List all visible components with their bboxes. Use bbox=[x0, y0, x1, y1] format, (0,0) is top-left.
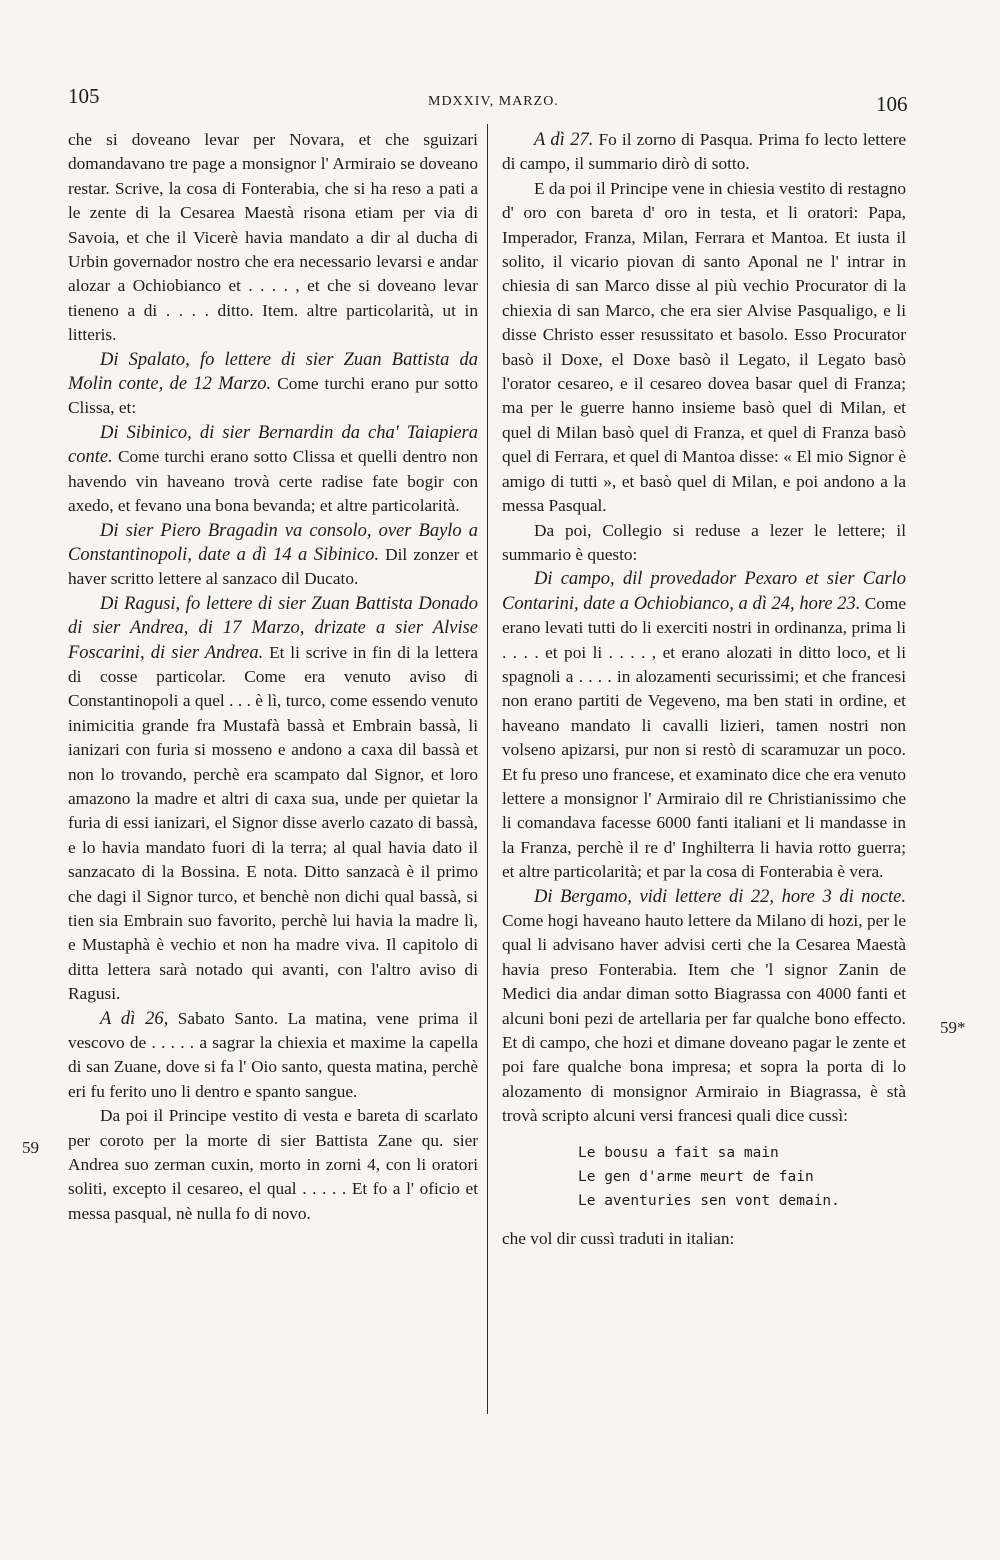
margin-note-left: 59 bbox=[22, 1138, 39, 1157]
paragraph: Da poi, Collegio si reduse a lezer le lettere; il summario è questo: bbox=[502, 520, 906, 564]
rubric: Di Sibinico, di sier Bernardin da cha' Taiapiera conte. bbox=[68, 422, 478, 468]
paragraph bbox=[502, 567, 906, 884]
rubric: Di Spalato, fo lettere di sier Zuan Battista da Molin conte, de 12 Marzo. bbox=[68, 349, 478, 395]
rubric: Di Bergamo, vidi lettere di 22, hore 3 di nocte. bbox=[534, 886, 906, 907]
paragraph bbox=[68, 421, 478, 519]
page-number-left: 105 bbox=[68, 84, 100, 108]
margin-note-right: 59* bbox=[940, 1018, 966, 1037]
rubric: Di Ragusi, fo lettere di sier Zuan Battista Donado di sier Andrea, di 17 Marzo, drizate a sier Alvise Foscarini, di sier Andrea. bbox=[68, 593, 478, 663]
paragraph-text: Dil zonzer et haver scritto lettere al sanzaco dil Ducato. bbox=[68, 544, 478, 589]
paragraph-text: Come turchi erano pur sotto Clissa, et: bbox=[68, 374, 478, 418]
paragraph bbox=[502, 128, 906, 177]
paragraph-text: Come hogi haveano hauto lettere da Milano di hozi, per le qual li advisano haver advisi certi che la Cesarea Maestà havia preso Fonterabia. Item che 'l signor Zanin de Medici dia andar diman sotto Biagrassa con 4000 fanti et alcuni boni pezi de artellaria per far qualche bono effecto. Et di campo, che hozi et dimane doveano pagar le zente et poi fare qualche bona impresa; et sopra la porta di lo alozamento di monsignor Armiraio in Biagrassa, è stà trovà scripto alcuni versi francesi quali dice cussì: bbox=[502, 911, 906, 1126]
rubric: A dì 26, bbox=[100, 1008, 169, 1029]
verse-line: Le gen d'arme meurt de fain bbox=[578, 1168, 814, 1185]
paragraph: che si doveano levar per Novara, et che sguizari domandavano tre page a monsignor l' Armiraio se doveano restar. Scrive, la cosa di Fonterabia, che si ha reso a pati a le zente di la Cesarea Maestà risona etiam per via di Savoia, et che il Vicerè havia mandato a dir al ducha di Urbin governador nostro che era necessario levarsi e andar alozar a Ochiobianco et . . . . , et che si doveano levar tieneno a di . . . . ditto. Item. altre particolarità, ut in litteris. bbox=[68, 130, 478, 345]
column-divider bbox=[487, 124, 488, 1414]
rubric: A dì 27. bbox=[534, 130, 594, 150]
paragraph-text: Sabato Santo. La matina, vene prima il vescovo de . . . . . a sagrar la chiexia et maxime la capella di san Zuane, dove si fa l' Oio santo, questa matina, perchè eri fu ferito uno li dentro e spanto sangue. bbox=[68, 1008, 478, 1101]
paragraph-text: Fo il zorno di Pasqua. Prima fo lecto lettere di campo, il summario dirò di sotto. bbox=[502, 130, 906, 174]
paragraph bbox=[68, 348, 478, 421]
paragraph-text: Come turchi erano sotto Clissa et quelli dentro non havendo vin haveano trovà certe radise fate bogir con axedo, et fevano una bona bevanda; et altre particolarità. bbox=[68, 447, 478, 516]
paragraph bbox=[502, 885, 906, 1129]
left-column bbox=[68, 128, 478, 1226]
paragraph bbox=[68, 592, 478, 1007]
rubric: Di sier Piero Bragadin va consolo, over Baylo a Constantinopoli, date a dì 14 a Sibinico. bbox=[68, 520, 478, 565]
right-column bbox=[502, 128, 906, 1251]
paragraph: E da poi il Principe vene in chiesia vestito di restagno d' oro con bareta d' oro in testa, et li oratori: Papa, Imperador, Franza, Milan, Ferrara et Mantoa. Et iusta il solito, il vicario piovan di santo Aponal ne l' intrar in chiesia di san Marco disse al più vechio Procurator di la chiexia di san Marco, che era sier Alvise Pasqualigo, e li disse Christo esser resussitato et basolo. Esso Procurator basò il Doxe, el Doxe basò il Legato, il Legato basò l'orator cesareo, e il cesareo dovea basar quel di Franza; ma per le guerre hanno insieme basò quel di Milan, et quel di Milan basò quel di Franza, et quel di Franza basò quel di Ferrara, et quel di Mantoa disse: « El mio Signor è amigo di tutti », et basò quel di Milan, e poi andono a la messa Pasqual. bbox=[502, 178, 906, 516]
paragraph: che vol dir cussì traduti in italian: bbox=[502, 1228, 735, 1248]
rubric: Di campo, dil provedador Pexaro et sier Carlo Contarini, date a Ochiobianco, a dì 24, hore 23. bbox=[502, 569, 906, 614]
paragraph-text: Come erano levati tutti do li exerciti nostri in ordinanza, prima li . . . . et poi li . . . . , et erano alozati in ditto loco, et li spagnoli a . . . . in alozamenti securissimi; et che francesi non erano partiti de Vegeveno, ma ben stati in ordine, et haveano mandato li cavalli lizieri, tamen nostri non volseno apizarsi, pur non si restò di scaramuzar un poco. Et fu preso uno francese, et examinato dice che era venuto lettere a monsignor l' Armiraio dil re Christianissimo che li comandava facesse 6000 fanti italiani et li mandasse in la Franza, perchè il re d' Inghilterra li havia rotto guerra; et altre particolarità; et par la cosa di Fonterabia è vera. bbox=[502, 593, 906, 882]
french-verse bbox=[578, 1141, 906, 1213]
paragraph: Da poi il Principe vestito di vesta e bareta di scarlato per coroto per la morte di sier Battista Zane qu. sier Andrea suo zerman cuxin, morto in zorni 4, con li oratori soliti, excepto il cesareo, el qual . . . . . Et fo a l' oficio et messa pasqual, nè nulla fo di novo. bbox=[68, 1106, 478, 1223]
verse-line: Le aventuries sen vont demain. bbox=[578, 1192, 840, 1209]
paragraph bbox=[68, 519, 478, 592]
paragraph bbox=[68, 1007, 478, 1105]
running-title: MDXXIV, MARZO. bbox=[428, 94, 559, 109]
verse-line: Le bousu a fait sa main bbox=[578, 1144, 779, 1161]
page-number-right: 106 bbox=[876, 92, 908, 116]
paragraph-text: Et li scrive in fin di la lettera di cosse particolar. Come era venuto aviso di Constantinopoli a quel . . . è lì, turco, come essendo venuto inimicitia grande fra Mustafà bassà et Embrain bassà, li ianizari con furia si mosseno e andono a caxa dil bassà et non lo trovando, perchè era scampato dal Signor, et loro amazono la madre et altri di caxa sua, unde per quietar la furia di essi ianizari, el Signor disse averlo cazato di bassà, e lo havia mandato fuori di la terra; al qual havia dato il sanzacato di la Bossina. E nota. Ditto sanzacà è il primo che dagi il Signor turco, et benchè non dichi qual bassà, si tien sia Embrain suo favorito, perchè lui havia la madre lì, e Mustaphà è vechio et non ha madre viva. Il capitolo di ditta lettera sarà notado qui avanti, con l'altro aviso di Ragusi. bbox=[68, 642, 478, 1004]
